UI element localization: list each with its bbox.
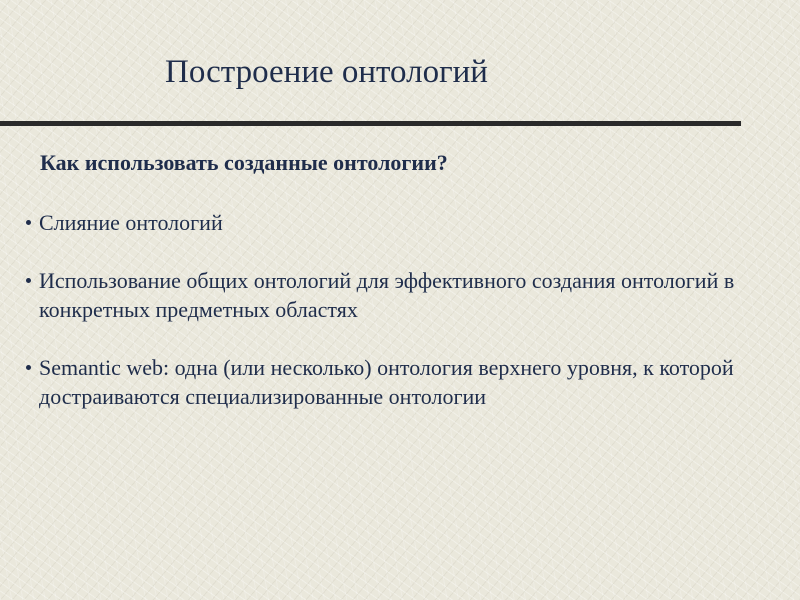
bullet-icon [26, 278, 31, 283]
bullet-icon [26, 365, 31, 370]
bullet-list [26, 208, 766, 440]
bullet-item [26, 266, 766, 324]
slide-subtitle: Как использовать созданные онтологии? [40, 150, 448, 175]
title-divider [0, 121, 741, 126]
bullet-item [26, 208, 766, 237]
bullet-item [26, 353, 766, 411]
bullet-text: Использование общих онтологий для эффективного создания онтологий в конкретных предметных областях [39, 268, 735, 322]
bullet-text: Semantic web: одна (или несколько) онтология верхнего уровня, к которой достраиваются специализированные онтологии [39, 355, 734, 409]
bullet-text: Слияние онтологий [39, 210, 223, 235]
slide-title: Построение онтологий [165, 54, 488, 90]
bullet-icon [26, 220, 31, 225]
